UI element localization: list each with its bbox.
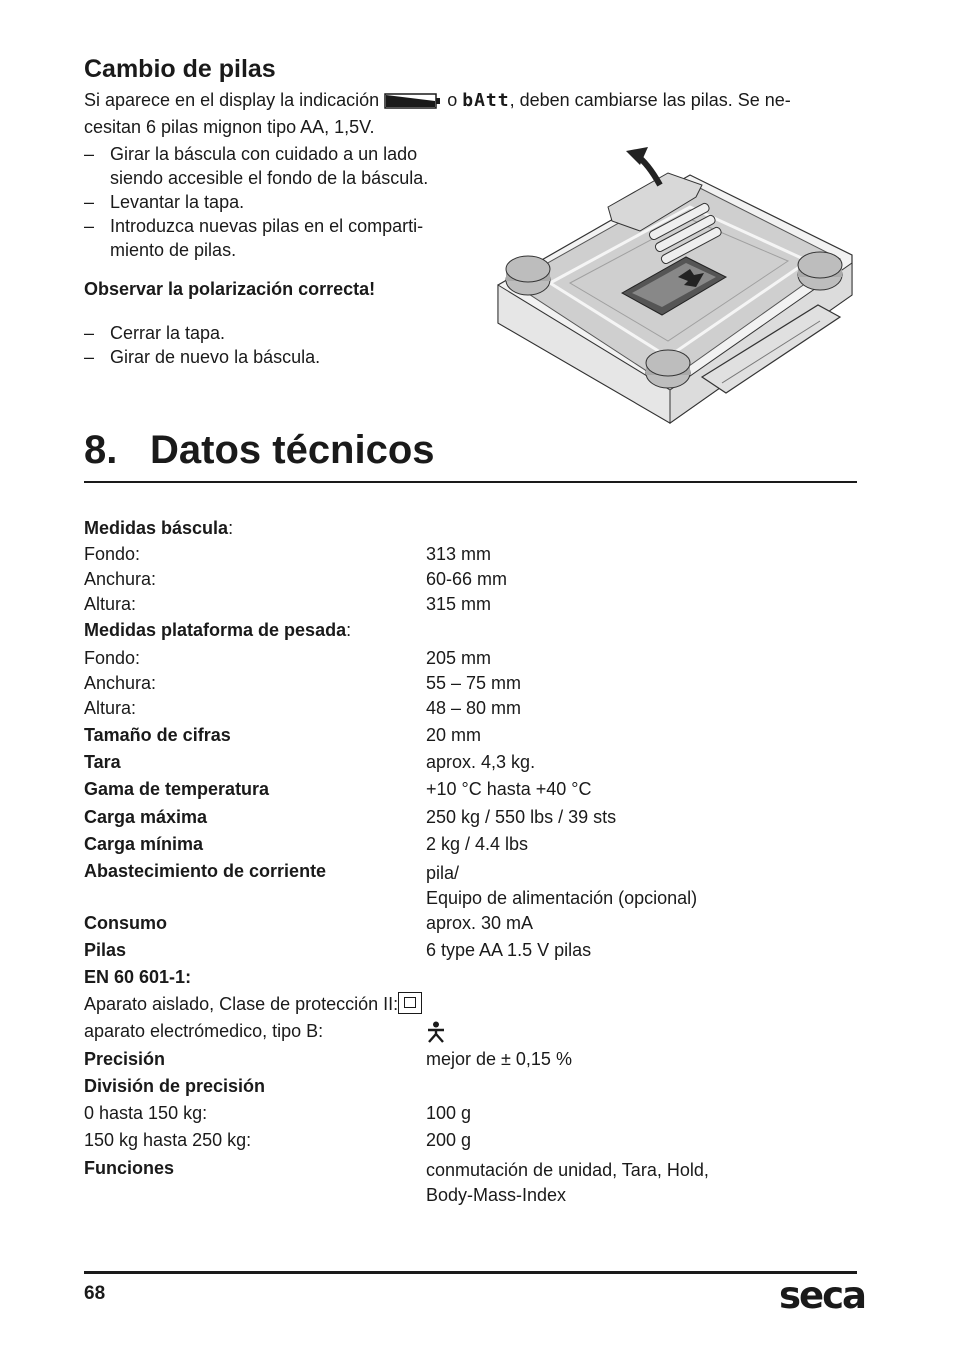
spec-label: Consumo xyxy=(84,913,167,933)
platform-dims-label: Medidas plataforma de pesada xyxy=(84,620,347,640)
spec-value: +10 °C hasta +40 °C xyxy=(426,779,592,799)
intro-line-1 xyxy=(84,90,791,111)
spec-label: Carga máxima xyxy=(84,807,208,827)
division-label: División de precisión xyxy=(84,1076,266,1096)
table-row xyxy=(84,807,864,834)
table-row xyxy=(84,594,864,620)
intro-text-1: Si aparece en el display la indicación xyxy=(84,90,380,110)
spec-value-line: conmutación de unidad, Tara, Hold, xyxy=(426,1160,709,1180)
intro-line-2: cesitan 6 pilas mignon tipo AA, 1,5V. xyxy=(84,117,375,137)
chapter-number: 8. xyxy=(84,428,118,472)
scale-underside-illustration xyxy=(490,145,858,427)
dash-bullet: – xyxy=(84,192,95,212)
table-row xyxy=(84,569,864,594)
brand-logo: seca xyxy=(779,1274,866,1317)
spec-value: 315 mm xyxy=(426,594,492,614)
spec-value: 250 kg / 550 lbs / 39 sts xyxy=(426,807,617,827)
spec-label: Fondo: xyxy=(84,648,141,668)
spec-value: 313 mm xyxy=(426,544,492,564)
spec-label: Tara xyxy=(84,752,121,772)
table-row xyxy=(84,967,864,994)
section-heading: Cambio de pilas xyxy=(84,55,276,83)
spec-label: EN 60 601-1: xyxy=(84,967,192,987)
polarity-warning: Observar la polarización correcta! xyxy=(84,279,376,299)
list-item xyxy=(84,345,464,369)
spec-value: 20 mm xyxy=(426,725,482,745)
spec-label: Aparato aislado, Clase de protección II: xyxy=(84,994,399,1014)
spec-label: aparato electrómedico, tipo B: xyxy=(84,1021,324,1041)
intro-text-2: , deben cambiarse las pilas. Se ne- xyxy=(509,90,791,110)
specs-table xyxy=(84,518,864,1210)
steps-list-a xyxy=(84,142,464,262)
spec-label: Carga mínima xyxy=(84,834,204,854)
protection-class-ii-icon xyxy=(398,992,422,1014)
page-number: 68 xyxy=(84,1283,106,1304)
list-item xyxy=(84,142,464,190)
spec-label: Anchura: xyxy=(84,673,157,693)
table-row xyxy=(84,725,864,752)
spec-value: 100 g xyxy=(426,1103,472,1123)
list-item xyxy=(84,214,464,262)
spec-value: aprox. 30 mA xyxy=(426,913,534,933)
spec-value: 60-66 mm xyxy=(426,569,508,589)
list-item xyxy=(84,321,464,345)
spec-value: 200 g xyxy=(426,1130,472,1150)
spec-label: Fondo: xyxy=(84,544,141,564)
intro-or: o xyxy=(447,90,458,110)
dash-bullet: – xyxy=(84,347,95,367)
spec-label: Altura: xyxy=(84,594,137,614)
table-row xyxy=(84,779,864,807)
table-row xyxy=(84,1103,864,1130)
type-b-applied-part-icon xyxy=(426,1021,446,1043)
table-row xyxy=(84,1130,864,1158)
colon: : xyxy=(228,518,234,538)
step-text: Cerrar la tapa. xyxy=(110,323,226,343)
table-row xyxy=(84,1049,864,1076)
table-row xyxy=(84,861,864,913)
spec-value xyxy=(426,1158,864,1210)
table-row xyxy=(84,940,864,967)
spec-value-line: Body-Mass-Index xyxy=(426,1185,567,1205)
chapter-title-text: Datos técnicos xyxy=(150,428,435,472)
spec-group-header xyxy=(84,1076,864,1103)
dash-bullet: – xyxy=(84,216,95,236)
table-row xyxy=(84,673,864,698)
spec-label: Pilas xyxy=(84,940,127,960)
dash-bullet: – xyxy=(84,323,95,343)
spec-value xyxy=(426,861,864,913)
spec-value: aprox. 4,3 kg. xyxy=(426,752,536,772)
spec-value-line: Equipo de alimentación (opcional) xyxy=(426,888,698,908)
table-row xyxy=(84,752,864,779)
spec-label: 150 kg hasta 250 kg: xyxy=(84,1130,252,1150)
table-row xyxy=(84,913,864,940)
spec-label: Precisión xyxy=(84,1049,166,1069)
spec-label: Funciones xyxy=(84,1158,175,1178)
spec-value: 2 kg / 4.4 lbs xyxy=(426,834,529,854)
spec-value-line: pila/ xyxy=(426,863,460,883)
colon: : xyxy=(346,620,352,640)
spec-group-header xyxy=(84,620,864,648)
spec-value: 55 – 75 mm xyxy=(426,673,522,693)
spec-value: 205 mm xyxy=(426,648,492,668)
table-row xyxy=(84,834,864,861)
table-row xyxy=(84,698,864,725)
step-text: Girar la báscula con cuidado a un lado siendo accesible el fondo de la báscula. xyxy=(110,144,429,188)
step-text: Levantar la tapa. xyxy=(110,192,245,212)
chapter-title xyxy=(84,428,435,473)
spec-label: Gama de temperatura xyxy=(84,779,270,799)
table-row xyxy=(84,648,864,673)
batt-display-code: bAtt xyxy=(462,90,510,111)
step-text: Introduzca nuevas pilas en el comparti-miento de pilas. xyxy=(110,216,424,260)
spec-label: Tamaño de cifras xyxy=(84,725,231,745)
footer-divider xyxy=(84,1271,857,1274)
table-row xyxy=(84,1158,864,1210)
step-text: Girar de nuevo la báscula. xyxy=(110,347,321,367)
scale-dims-label: Medidas báscula xyxy=(84,518,229,538)
steps-list-b xyxy=(84,321,464,369)
dash-bullet: – xyxy=(84,144,95,164)
spec-label: 0 hasta 150 kg: xyxy=(84,1103,208,1123)
spec-label: Altura: xyxy=(84,698,137,718)
table-row xyxy=(84,994,864,1021)
spec-group-header xyxy=(84,518,864,544)
spec-value: mejor de ± 0,15 % xyxy=(426,1049,572,1069)
spec-label: Anchura: xyxy=(84,569,157,589)
battery-low-icon xyxy=(384,92,442,110)
chapter-divider xyxy=(84,481,857,483)
list-item xyxy=(84,190,464,214)
spec-label: Abastecimiento de corriente xyxy=(84,861,327,881)
spec-value: 6 type AA 1.5 V pilas xyxy=(426,940,592,960)
table-row xyxy=(84,544,864,569)
table-row xyxy=(84,1021,864,1049)
spec-value: 48 – 80 mm xyxy=(426,698,522,718)
